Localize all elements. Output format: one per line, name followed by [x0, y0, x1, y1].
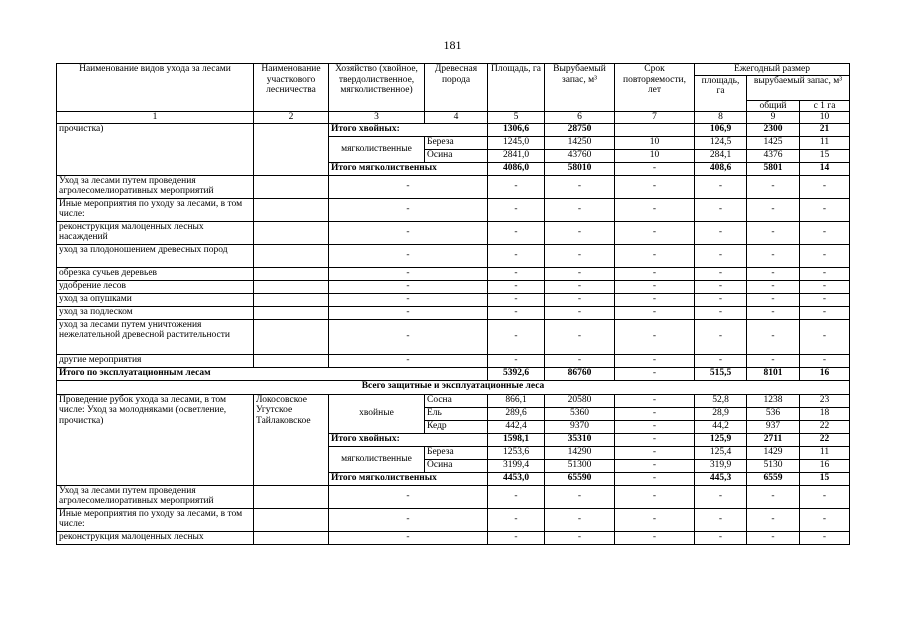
cell-annual-area: 106,9 — [695, 123, 747, 136]
species-spruce: Ель — [425, 407, 488, 420]
header-stock: Вырубаемый запас, м³ — [545, 64, 615, 112]
soft-total-label: Итого мягколиственных — [329, 162, 488, 175]
cell-dash: - — [695, 319, 747, 354]
cell-dash: - — [800, 485, 850, 508]
cell-annual-per-ha: 23 — [800, 394, 850, 407]
cell-dash: - — [329, 531, 488, 544]
cell-annual-area: 408,6 — [695, 162, 747, 175]
forestry-names: Локосовское Угутское Тайлаковское — [254, 394, 329, 485]
cell-dash: - — [800, 198, 850, 221]
cell-annual-total: 2300 — [747, 123, 800, 136]
cell-dash: - — [329, 306, 488, 319]
cell-dash: - — [329, 293, 488, 306]
cell-dash: - — [615, 244, 695, 267]
cell-period: - — [615, 433, 695, 446]
cell-annual-total: 6559 — [747, 472, 800, 485]
activity-row-label: удобрение лесов — [57, 280, 254, 293]
cell-dash: - — [329, 267, 488, 280]
cell-area: 3199,4 — [488, 459, 545, 472]
cell-annual-per-ha: 18 — [800, 407, 850, 420]
activity-row-label: уход за подлеском — [57, 306, 254, 319]
cell-annual-area: 319,9 — [695, 459, 747, 472]
cell-annual-area: 52,8 — [695, 394, 747, 407]
cell-dash: - — [329, 485, 488, 508]
cell-dash: - — [545, 508, 615, 531]
section-title: Всего защитные и эксплуатационные леса — [57, 380, 850, 394]
cell-stock: 5360 — [545, 407, 615, 420]
cell-dash: - — [695, 244, 747, 267]
header-activity: Наименование видов ухода за лесами — [57, 64, 254, 112]
cell-dash: - — [329, 175, 488, 198]
col-number: 6 — [545, 112, 615, 124]
col-number: 7 — [615, 112, 695, 124]
cell-period: - — [615, 472, 695, 485]
cell-dash: - — [488, 508, 545, 531]
cell-dash: - — [545, 244, 615, 267]
cell-dash: - — [615, 485, 695, 508]
cell-dash: - — [747, 508, 800, 531]
cell-annual-per-ha: 22 — [800, 420, 850, 433]
cell-annual-per-ha: 16 — [800, 367, 850, 380]
cell-dash: - — [747, 319, 800, 354]
cell-annual-total: 937 — [747, 420, 800, 433]
cell-stock: 65590 — [545, 472, 615, 485]
header-area: Площадь, га — [488, 64, 545, 112]
cell-area: 1598,1 — [488, 433, 545, 446]
header-economy: Хозяйство (хвойное, твердолиственное, мягколиственное) — [329, 64, 425, 112]
cell-dash: - — [545, 221, 615, 244]
cell-dash: - — [615, 319, 695, 354]
cell-dash: - — [615, 280, 695, 293]
cell-dash: - — [615, 175, 695, 198]
header-annual: Ежегодный размер — [695, 64, 850, 76]
cell-dash: - — [695, 293, 747, 306]
cell-dash: - — [747, 354, 800, 367]
cell-dash: - — [695, 354, 747, 367]
cell-dash: - — [800, 354, 850, 367]
cell-stock: 14250 — [545, 136, 615, 149]
cell-dash: - — [695, 485, 747, 508]
forestry-cell — [254, 267, 329, 280]
cell-stock: 51300 — [545, 459, 615, 472]
cell-stock: 20580 — [545, 394, 615, 407]
species-birch: Береза — [425, 136, 488, 149]
cell-dash: - — [488, 531, 545, 544]
header-annual-stock: вырубаемый запас, м³ — [747, 75, 850, 100]
cell-annual-per-ha: 21 — [800, 123, 850, 136]
cell-stock: 43760 — [545, 149, 615, 162]
forestry-cell — [254, 485, 329, 508]
species-aspen: Осина — [425, 459, 488, 472]
cell-dash: - — [695, 531, 747, 544]
cell-annual-per-ha: 15 — [800, 472, 850, 485]
forestry-cell — [254, 293, 329, 306]
cell-area: 2841,0 — [488, 149, 545, 162]
header-period: Срок повторяемости, лет — [615, 64, 695, 112]
cell-dash: - — [800, 293, 850, 306]
cell-annual-area: 515,5 — [695, 367, 747, 380]
cell-dash: - — [615, 198, 695, 221]
cell-dash: - — [329, 280, 488, 293]
cell-dash: - — [488, 175, 545, 198]
cell-dash: - — [615, 221, 695, 244]
cell-dash: - — [747, 198, 800, 221]
forestry-cell — [254, 531, 329, 544]
col-number: 9 — [747, 112, 800, 124]
cell-dash: - — [615, 267, 695, 280]
economy-conifer: хвойные — [329, 394, 425, 433]
cell-dash: - — [545, 354, 615, 367]
cell-stock: 58010 — [545, 162, 615, 175]
activity-row-label: обрезка сучьев деревьев — [57, 267, 254, 280]
cell-annual-per-ha: 15 — [800, 149, 850, 162]
cell-dash: - — [747, 267, 800, 280]
cell-area: 1245,0 — [488, 136, 545, 149]
forestry-cell — [254, 354, 329, 367]
cell-stock: 14290 — [545, 446, 615, 459]
cell-dash: - — [747, 221, 800, 244]
activity-row-label: Уход за лесами путем проведения агролесомелиоративных мероприятий — [57, 175, 254, 198]
cell-dash: - — [545, 531, 615, 544]
cell-dash: - — [545, 319, 615, 354]
page-number: 181 — [443, 38, 462, 52]
cell-dash: - — [545, 280, 615, 293]
cell-annual-area: 445,3 — [695, 472, 747, 485]
cell-annual-total: 2711 — [747, 433, 800, 446]
economy-soft: мягколиственные — [329, 446, 425, 472]
activity-row-label: реконструкция малоценных лесных — [57, 531, 254, 544]
col-number: 1 — [57, 112, 254, 124]
cell-dash: - — [488, 319, 545, 354]
cell-dash: - — [747, 244, 800, 267]
forestry-cell — [254, 319, 329, 354]
cell-dash: - — [329, 198, 488, 221]
col-number: 8 — [695, 112, 747, 124]
cell-dash: - — [800, 244, 850, 267]
cell-area: 289,6 — [488, 407, 545, 420]
cell-dash: - — [747, 175, 800, 198]
conifer-total-label: Итого хвойных: — [329, 433, 488, 446]
cell-dash: - — [488, 267, 545, 280]
header-stock-total: общий — [747, 100, 800, 112]
cell-dash: - — [800, 280, 850, 293]
conifer-total-label: Итого хвойных: — [329, 123, 488, 136]
cell-dash: - — [488, 198, 545, 221]
activity-row-label: Уход за лесами путем проведения агролесомелиоративных мероприятий — [57, 485, 254, 508]
species-aspen: Осина — [425, 149, 488, 162]
species-cedar: Кедр — [425, 420, 488, 433]
activity-row-label: Иные мероприятия по уходу за лесами, в том числе: — [57, 508, 254, 531]
forestry-cell — [254, 123, 329, 175]
cell-dash: - — [329, 221, 488, 244]
cell-dash: - — [488, 485, 545, 508]
species-birch: Береза — [425, 446, 488, 459]
cell-area: 1306,6 — [488, 123, 545, 136]
cell-dash: - — [329, 354, 488, 367]
cell-annual-total: 8101 — [747, 367, 800, 380]
cell-dash: - — [800, 508, 850, 531]
cell-dash: - — [329, 508, 488, 531]
cell-annual-area: 124,5 — [695, 136, 747, 149]
cell-dash: - — [800, 221, 850, 244]
cell-annual-per-ha: 16 — [800, 459, 850, 472]
cell-area: 4453,0 — [488, 472, 545, 485]
cell-dash: - — [545, 175, 615, 198]
operational-total-label: Итого по эксплуатационным лесам — [57, 367, 488, 380]
cell-dash: - — [695, 267, 747, 280]
cell-period: - — [615, 367, 695, 380]
cell-dash: - — [545, 267, 615, 280]
cell-area: 866,1 — [488, 394, 545, 407]
col-number: 3 — [329, 112, 425, 124]
cell-stock: 28750 — [545, 123, 615, 136]
cell-annual-per-ha: 11 — [800, 446, 850, 459]
col-number: 2 — [254, 112, 329, 124]
cell-stock: 86760 — [545, 367, 615, 380]
cell-period: - — [615, 459, 695, 472]
cell-dash: - — [329, 244, 488, 267]
forestry-cell — [254, 508, 329, 531]
cell-annual-per-ha: 22 — [800, 433, 850, 446]
forestry-cell — [254, 306, 329, 319]
cell-annual-area: 125,4 — [695, 446, 747, 459]
cell-stock: 9370 — [545, 420, 615, 433]
cell-period: - — [615, 446, 695, 459]
cell-dash: - — [488, 306, 545, 319]
cell-period: - — [615, 394, 695, 407]
economy-soft: мягколиственные — [329, 136, 425, 162]
cell-dash: - — [695, 280, 747, 293]
cell-annual-total: 1425 — [747, 136, 800, 149]
cell-dash: - — [329, 319, 488, 354]
col-number: 4 — [425, 112, 488, 124]
cell-dash: - — [488, 293, 545, 306]
cell-period: - — [615, 420, 695, 433]
cell-dash: - — [488, 280, 545, 293]
cell-dash: - — [695, 508, 747, 531]
header-annual-area: площадь, га — [695, 75, 747, 112]
activity-row-label: уход за опушками — [57, 293, 254, 306]
cell-annual-per-ha: 14 — [800, 162, 850, 175]
cell-dash: - — [615, 354, 695, 367]
cell-stock: 35310 — [545, 433, 615, 446]
cell-period: - — [615, 162, 695, 175]
cell-dash: - — [695, 198, 747, 221]
cell-annual-total: 5130 — [747, 459, 800, 472]
cell-dash: - — [747, 531, 800, 544]
cell-period: 10 — [615, 136, 695, 149]
header-stock-per-ha: с 1 га — [800, 100, 850, 112]
activity-label: Проведение рубок ухода за лесами, в том числе: Уход за молодняками (осветление, прочистка) — [57, 394, 254, 485]
activity-row-label: уход за лесами путем уничтожения нежелательной древесной растительности — [57, 319, 254, 354]
activity-row-label: уход за плодоношением древесных пород — [57, 244, 254, 267]
cell-annual-per-ha: 11 — [800, 136, 850, 149]
header-forestry: Наименование участкового лесничества — [254, 64, 329, 112]
cell-annual-area: 284,1 — [695, 149, 747, 162]
cell-area: 1253,6 — [488, 446, 545, 459]
cell-dash: - — [800, 175, 850, 198]
cell-dash: - — [545, 306, 615, 319]
forest-care-table — [56, 63, 850, 545]
cell-area: 4086,0 — [488, 162, 545, 175]
cell-dash: - — [747, 306, 800, 319]
cell-annual-total: 1238 — [747, 394, 800, 407]
species-pine: Сосна — [425, 394, 488, 407]
cell-dash: - — [695, 175, 747, 198]
cell-dash: - — [615, 293, 695, 306]
activity-row-label: Иные мероприятия по уходу за лесами, в том числе: — [57, 198, 254, 221]
cell-dash: - — [545, 293, 615, 306]
cell-dash: - — [615, 531, 695, 544]
cell-area: 5392,6 — [488, 367, 545, 380]
forestry-cell — [254, 244, 329, 267]
cell-dash: - — [488, 221, 545, 244]
cell-annual-total: 5801 — [747, 162, 800, 175]
cell-dash: - — [800, 531, 850, 544]
cell-dash: - — [747, 280, 800, 293]
cell-annual-total: 4376 — [747, 149, 800, 162]
cell-period: 10 — [615, 149, 695, 162]
cell-dash: - — [747, 485, 800, 508]
header-species: Древесная порода — [425, 64, 488, 112]
activity-row-label: реконструкция малоценных лесных насаждений — [57, 221, 254, 244]
cell-annual-area: 28,9 — [695, 407, 747, 420]
cell-dash: - — [747, 293, 800, 306]
activity-label: прочистка) — [57, 123, 254, 175]
cell-dash: - — [695, 306, 747, 319]
cell-dash: - — [615, 508, 695, 531]
cell-dash: - — [488, 354, 545, 367]
cell-annual-area: 44,2 — [695, 420, 747, 433]
cell-dash: - — [488, 244, 545, 267]
forestry-cell — [254, 221, 329, 244]
soft-total-label: Итого мягколиственных — [329, 472, 488, 485]
cell-annual-total: 1429 — [747, 446, 800, 459]
cell-annual-total: 536 — [747, 407, 800, 420]
cell-period: - — [615, 407, 695, 420]
cell-dash: - — [800, 267, 850, 280]
forestry-cell — [254, 175, 329, 198]
col-number: 5 — [488, 112, 545, 124]
cell-dash: - — [545, 198, 615, 221]
activity-row-label: другие мероприятия — [57, 354, 254, 367]
cell-dash: - — [695, 221, 747, 244]
forestry-cell — [254, 198, 329, 221]
col-number: 10 — [800, 112, 850, 124]
forestry-cell — [254, 280, 329, 293]
cell-dash: - — [800, 306, 850, 319]
cell-dash: - — [545, 485, 615, 508]
cell-area: 442,4 — [488, 420, 545, 433]
cell-dash: - — [615, 306, 695, 319]
cell-annual-area: 125,9 — [695, 433, 747, 446]
cell-period — [615, 123, 695, 136]
cell-dash: - — [800, 319, 850, 354]
